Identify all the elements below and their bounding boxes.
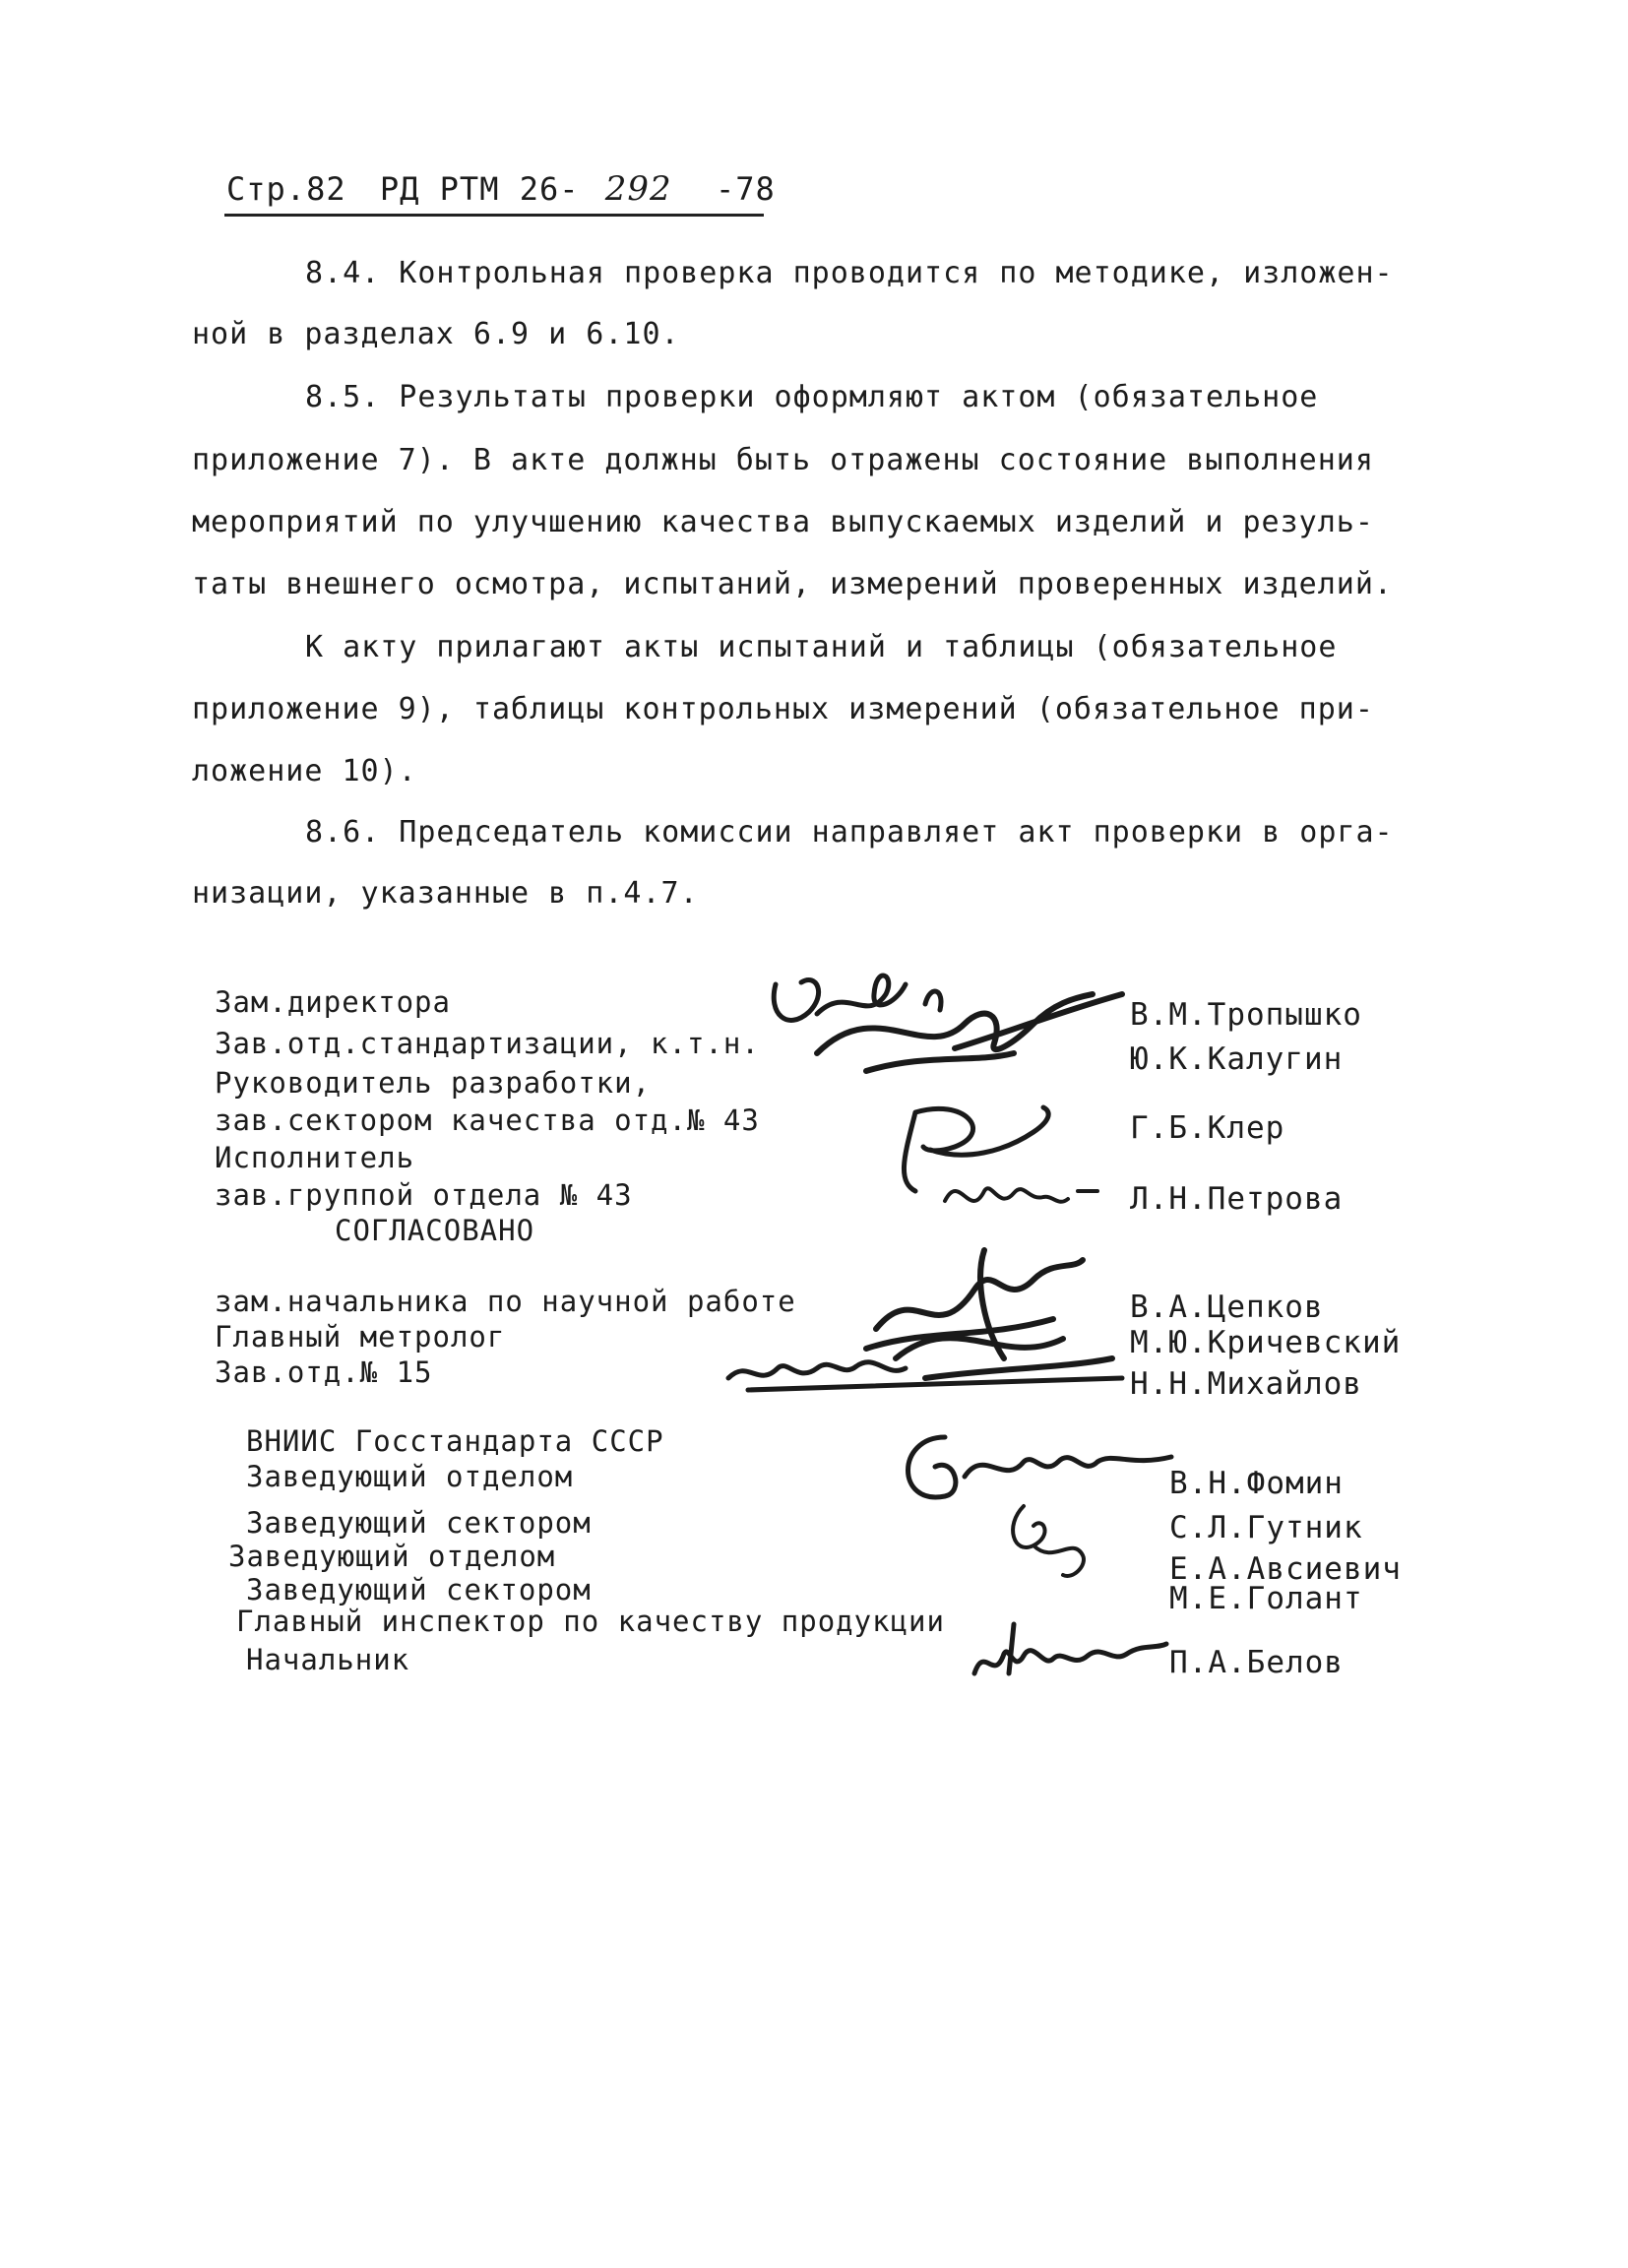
signatory-title: Начальник <box>246 1643 410 1676</box>
signatory-title: Зам.директора <box>215 985 451 1019</box>
signatory-title: Главный метролог <box>215 1320 506 1354</box>
signatory-name: П.А.Белов <box>1169 1645 1344 1680</box>
signatory-title: Заведующий сектором <box>246 1573 592 1606</box>
paragraph-line: 8.6. Председатель комиссии направляет акт проверки в орга- <box>305 815 1394 850</box>
paragraph-line: ложение 10). <box>192 754 417 788</box>
signatory-title: Заведующий отделом <box>246 1460 574 1493</box>
doc-number: 292 <box>604 169 672 209</box>
signature-mikhailov <box>709 1339 1142 1408</box>
paragraph-line: 8.4. Контрольная проверка проводится по методике, изложен- <box>305 256 1394 290</box>
signatory-name: М.Е.Голант <box>1169 1581 1363 1616</box>
signatory-name: Н.Н.Михайлов <box>1130 1366 1362 1402</box>
signatory-name: М.Ю.Кричевский <box>1130 1325 1402 1360</box>
paragraph-line: таты внешнего осмотра, испытаний, измерений проверенных изделий. <box>192 567 1393 601</box>
signatory-title: зам.начальника по научной работе <box>215 1285 796 1318</box>
signatory-title: Зав.отд.стандартизации, к.т.н. <box>215 1027 760 1060</box>
approval-heading: СОГЛАСОВАНО <box>335 1214 535 1247</box>
signatory-title: зав.сектором качества отд.№ 43 <box>215 1103 760 1137</box>
header-underline <box>224 214 764 217</box>
signatory-title: Руководитель разработки, <box>215 1066 652 1100</box>
doc-year: -78 <box>715 170 776 208</box>
signatory-title: Исполнитель <box>215 1141 415 1174</box>
signatory-title: Заведующий отделом <box>228 1540 556 1573</box>
signatory-title: зав.группой отдела № 43 <box>215 1178 633 1212</box>
signatory-name: Ю.К.Калугин <box>1130 1041 1344 1077</box>
organization-name: ВНИИС Госстандарта СССР <box>246 1424 664 1458</box>
signatory-name: В.М.Тропышко <box>1130 997 1362 1033</box>
signatory-title: Главный инспектор по качеству продукции <box>236 1605 945 1638</box>
paragraph-line: 8.5. Результаты проверки оформляют актом (обязательное <box>305 380 1319 414</box>
signature-gutnik <box>994 1496 1102 1585</box>
paragraph-line: приложение 9), таблицы контрольных измерений (обязательное при- <box>192 692 1374 726</box>
paragraph-line: низации, указанные в п.4.7. <box>192 876 699 911</box>
signatory-name: Г.Б.Клер <box>1130 1110 1285 1146</box>
signatory-title: Заведующий сектором <box>246 1506 592 1540</box>
paragraph-line: К акту прилагают акты испытаний и таблицы (обязательное <box>305 630 1338 664</box>
signature-tropyshko <box>758 955 1132 1083</box>
signatory-name: Л.Н.Петрова <box>1130 1181 1344 1217</box>
signatory-name: Е.А.Авсиевич <box>1169 1551 1402 1587</box>
paragraph-line: приложение 7). В акте должны быть отражены состояние выполнения <box>192 443 1374 477</box>
page-header <box>226 169 776 209</box>
signatory-title: Зав.отд.№ 15 <box>215 1355 433 1389</box>
paragraph-line: ной в разделах 6.9 и 6.10. <box>192 317 680 351</box>
signature-belov <box>955 1614 1181 1693</box>
signatory-name: В.А.Цепков <box>1130 1290 1324 1325</box>
paragraph-line: мероприятий по улучшению качества выпускаемых изделий и резуль- <box>192 505 1374 539</box>
doc-code: РД РТМ 26- <box>379 170 580 208</box>
signatory-name: С.Л.Гутник <box>1169 1510 1363 1545</box>
signatory-name: В.Н.Фомин <box>1169 1466 1344 1501</box>
page-ref: Стр.82 <box>226 170 346 208</box>
